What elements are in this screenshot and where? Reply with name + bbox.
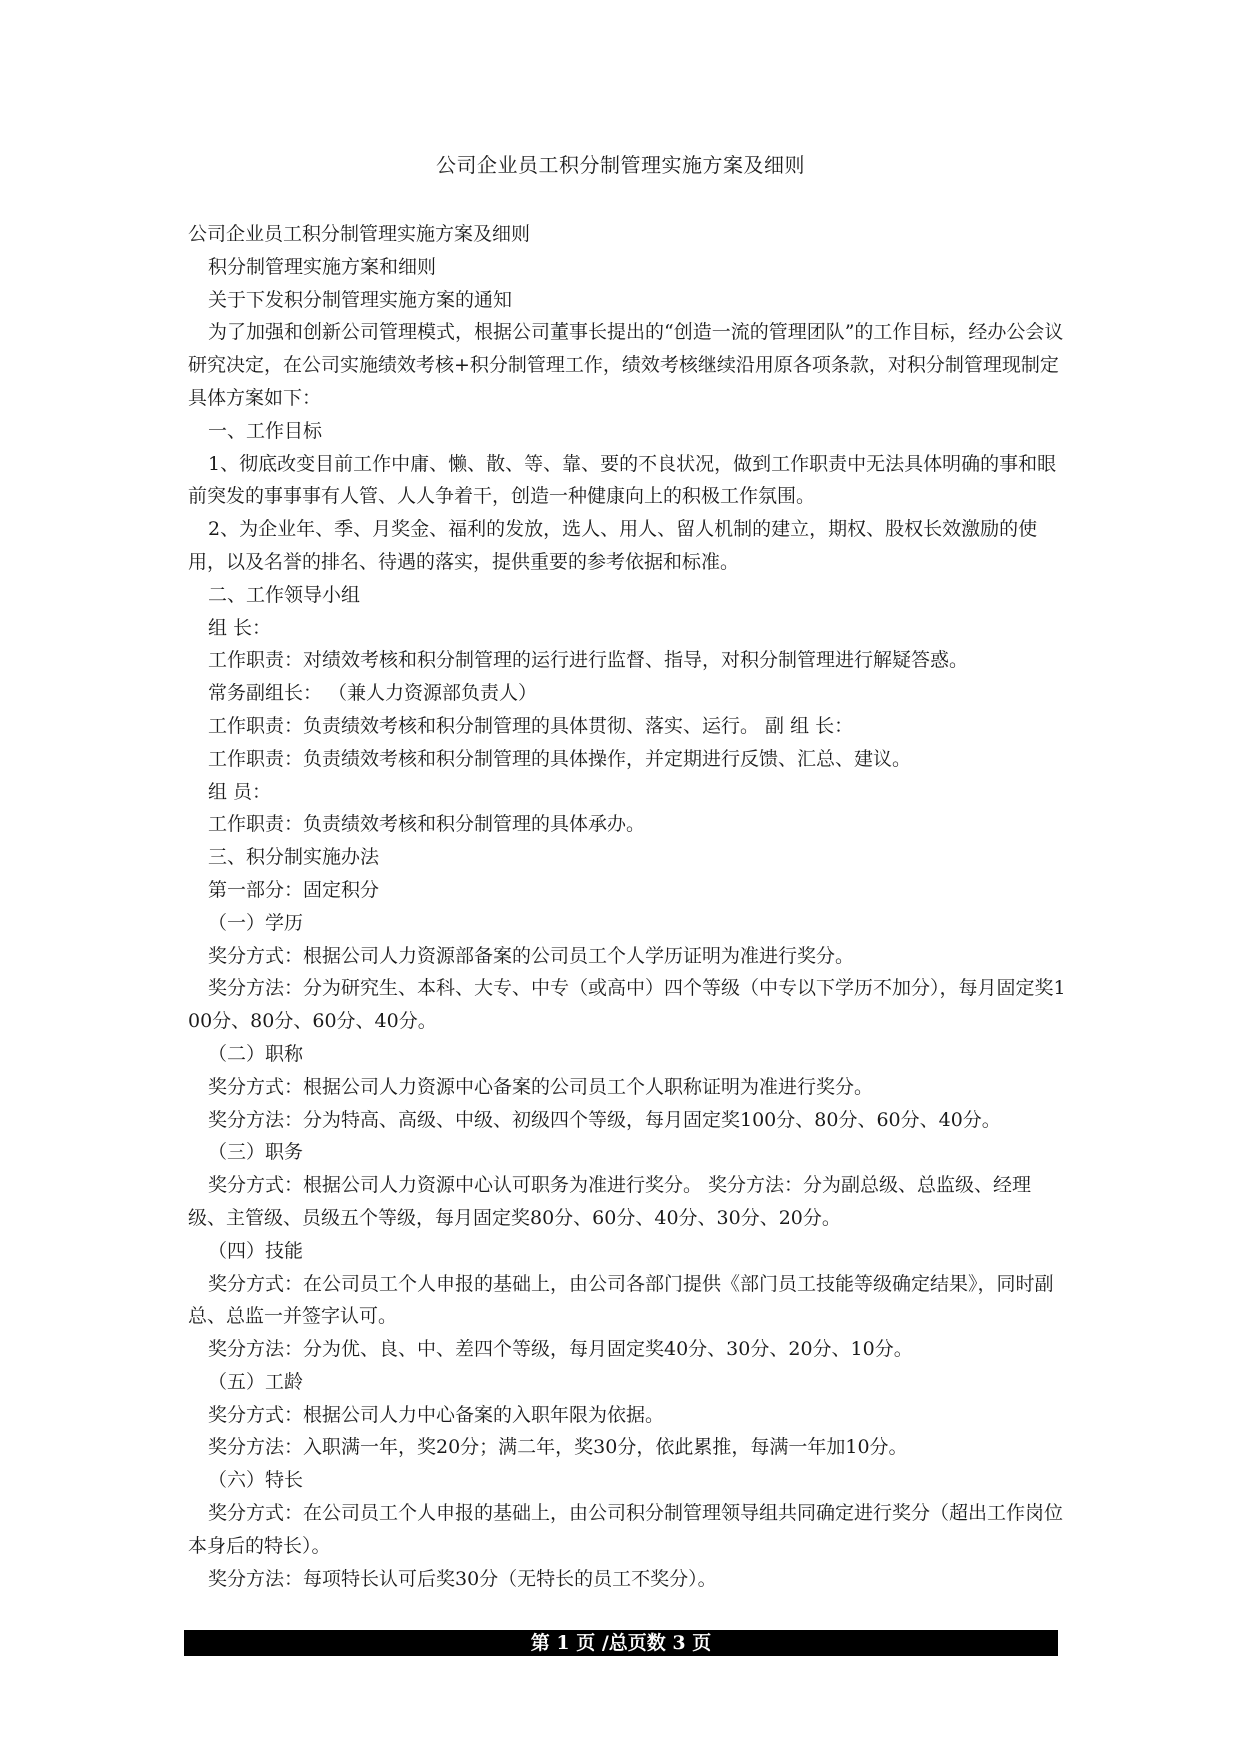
paragraph: 奖分方式：根据公司人力资源部备案的公司员工个人学历证明为准进行奖分。	[208, 944, 855, 967]
paragraph: 组 长：	[208, 616, 272, 639]
paragraph: 工作职责：负责绩效考核和积分制管理的具体贯彻、落实、运行。 副 组 长：	[208, 714, 854, 737]
paragraph: 工作职责：负责绩效考核和积分制管理的具体承办。	[208, 813, 646, 836]
document-body	[188, 218, 1068, 1595]
paragraph: 1、彻底改变目前工作中庸、懒、散、等、靠、要的不良状况，做到工作职责中无法具体明确的事和眼前突发的事事事有人管、人人争着干，创造一种健康向上的积极工作氛围。	[188, 452, 1057, 508]
paragraph: 奖分方式：根据公司人力资源中心备案的公司员工个人职称证明为准进行奖分。	[208, 1075, 874, 1098]
paragraph: 工作职责：对绩效考核和积分制管理的运行进行监督、指导，对积分制管理进行解疑答惑。	[208, 649, 969, 672]
section-heading: 一、工作目标	[208, 419, 323, 442]
paragraph: 常务副组长： （兼人力资源部负责人）	[208, 682, 538, 705]
paragraph: 奖分方式：根据公司人力资源中心认可职务为准进行奖分。 奖分方法：分为副总级、总监级、经理级、主管级、员级五个等级，每月固定奖80分、60分、40分、30分、20分。	[188, 1174, 1032, 1229]
paragraph: 奖分方法：每项特长认可后奖30分（无特长的员工不奖分）。	[208, 1567, 717, 1590]
item-heading: （四）技能	[208, 1239, 304, 1262]
paragraph: 组 员：	[208, 780, 272, 803]
section-heading: 二、工作领导小组	[208, 583, 361, 606]
paragraph: 奖分方法：分为优、良、中、差四个等级，每月固定奖40分、30分、20分、10分。	[208, 1338, 913, 1361]
paragraph: 奖分方法：分为特高、高级、中级、初级四个等级，每月固定奖100分、80分、60分、40分。	[208, 1108, 1001, 1131]
item-heading: （五）工龄	[208, 1370, 304, 1393]
paragraph: 积分制管理实施方案和细则	[208, 255, 437, 278]
paragraph: 奖分方法：分为研究生、本科、大专、中专（或高中）四个等级（中专以下学历不加分），每月固定奖100分、80分、60分、40分。	[188, 977, 1066, 1033]
subsection-heading: 第一部分：固定积分	[208, 878, 380, 901]
paragraph: 奖分方法：入职满一年，奖20分；满二年，奖30分，依此累推，每满一年加10分。	[208, 1436, 908, 1459]
paragraph: 为了加强和创新公司管理模式，根据公司董事长提出的“创造一流的管理团队”的工作目标，经办公会议研究决定，在公司实施绩效考核+积分制管理工作，绩效考核继续沿用原各项条款，对积分制管理现制定具体方案如下：	[188, 321, 1064, 409]
paragraph: 奖分方式：在公司员工个人申报的基础上，由公司各部门提供《部门员工技能等级确定结果》，同时副总、总监一并签字认可。	[188, 1272, 1054, 1328]
paragraph: 公司企业员工积分制管理实施方案及细则	[188, 223, 531, 245]
item-heading: （三）职务	[208, 1141, 304, 1164]
item-heading: （二）职称	[208, 1042, 304, 1065]
paragraph: 2、为企业年、季、月奖金、福利的发放，选人、用人、留人机制的建立，期权、股权长效激励的使用，以及名誉的排名、待遇的落实，提供重要的参考依据和标准。	[188, 518, 1038, 573]
paragraph: 工作职责：负责绩效考核和积分制管理的具体操作，并定期进行反馈、汇总、建议。	[208, 747, 912, 770]
paragraph: 奖分方式：根据公司人力中心备案的入职年限为依据。	[208, 1403, 665, 1426]
paragraph: 关于下发积分制管理实施方案的通知	[208, 288, 513, 311]
page-title: 公司企业员工积分制管理实施方案及细则	[436, 153, 805, 177]
paragraph: 奖分方式：在公司员工个人申报的基础上，由公司积分制管理领导组共同确定进行奖分（超出工作岗位本身后的特长）。	[188, 1502, 1064, 1557]
item-heading: （六）特长	[208, 1469, 304, 1492]
section-heading: 三、积分制实施办法	[208, 846, 380, 869]
page-footer: 第 1 页 /总页数 3 页	[184, 1630, 1058, 1656]
item-heading: （一）学历	[208, 911, 304, 934]
